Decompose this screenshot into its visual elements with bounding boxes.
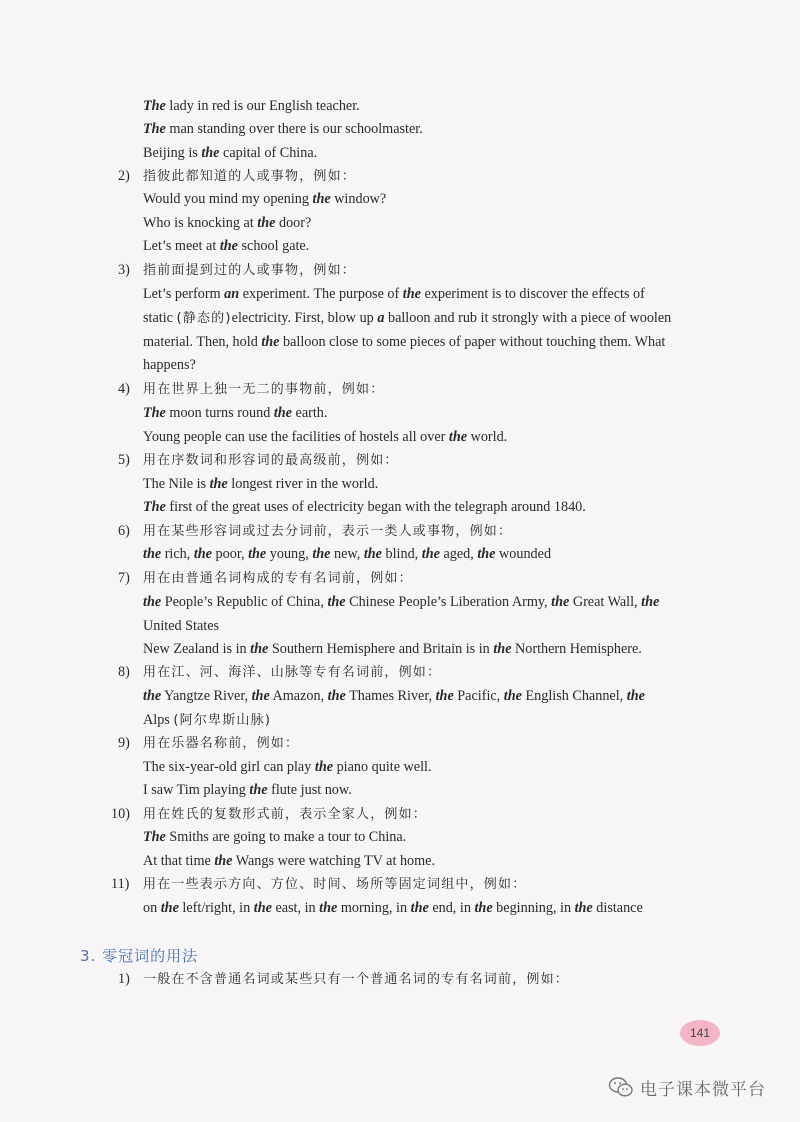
text-line xyxy=(143,875,526,894)
item-number: 1) xyxy=(118,971,130,987)
item-number: 10) xyxy=(111,806,130,822)
text-run: Northern Hemisphere. xyxy=(511,641,642,657)
text-line xyxy=(143,428,507,446)
article: the xyxy=(219,238,238,254)
text-line xyxy=(143,404,327,422)
article: The xyxy=(143,98,166,114)
article: the xyxy=(160,900,179,916)
text-line xyxy=(143,852,435,870)
text-line xyxy=(143,333,665,351)
text-run: man standing over there is our schoolmaster. xyxy=(165,121,423,137)
article: The xyxy=(143,121,166,137)
text-run: Southern Hemisphere and Britain is in xyxy=(268,641,494,657)
text-line xyxy=(143,285,645,303)
text-run: Would you mind my opening xyxy=(143,191,313,207)
article: the xyxy=(435,688,454,704)
article: the xyxy=(319,900,338,916)
text-run: rich, xyxy=(161,546,194,562)
article: the xyxy=(327,594,346,610)
text-run: blind, xyxy=(381,546,422,562)
article: the xyxy=(410,900,429,916)
text-run: Pacific, xyxy=(453,688,504,704)
chinese-text: 用在序数词和形容词的最高级前，例如： xyxy=(143,453,399,468)
text-run: material. Then, hold xyxy=(143,334,262,350)
text-run: morning, in xyxy=(337,900,411,916)
text-run: aged, xyxy=(439,546,478,562)
text-run: electricity. First, blow up xyxy=(231,310,378,326)
item-number: 5) xyxy=(118,452,130,468)
chinese-text: 用在乐器名称前，例如： xyxy=(143,736,300,751)
text-run: left/right, in xyxy=(178,900,254,916)
text-run: Who is knocking at xyxy=(143,215,258,231)
text-line xyxy=(143,261,356,280)
item-number: 3) xyxy=(118,262,130,278)
article: the xyxy=(474,900,493,916)
article: the xyxy=(448,429,468,445)
chinese-text: 用在一些表示方向、方位、时间、场所等固定词组中，例如： xyxy=(143,877,527,892)
chinese-text: 用在世界上独一无二的事物前，例如： xyxy=(143,382,385,397)
article: the xyxy=(143,688,162,704)
text-run: experiment. The purpose of xyxy=(239,286,403,302)
text-run: distance xyxy=(592,900,643,916)
item-number: 7) xyxy=(118,570,130,586)
text-run: At that time xyxy=(143,853,215,869)
text-run: lady in red is our English teacher. xyxy=(165,98,360,114)
item-number: 6) xyxy=(118,523,130,539)
text-run: capital of China. xyxy=(219,145,318,161)
text-line xyxy=(143,970,569,989)
text-line xyxy=(143,781,352,799)
text-line xyxy=(143,309,671,328)
article: the xyxy=(201,145,220,161)
chinese-text: 一般在不含普通名词或某些只有一个普通名词的专有名词前，例如： xyxy=(143,972,570,987)
text-run: school gate. xyxy=(237,238,310,254)
text-run: Thames River, xyxy=(345,688,436,704)
text-run: Great Wall, xyxy=(569,594,642,610)
text-run: static xyxy=(143,310,177,326)
text-line xyxy=(143,144,317,162)
text-run: English Channel, xyxy=(521,688,627,704)
item-number: 4) xyxy=(118,381,130,397)
article: the xyxy=(314,759,334,775)
item-number: 8) xyxy=(118,664,130,680)
text-line xyxy=(143,758,432,776)
chinese-text: 用在某些形容词或过去分词前，表示一类人或事物，例如： xyxy=(143,524,513,539)
text-run: Chinese People’s Liberation Army, xyxy=(345,594,552,610)
text-run: moon turns round xyxy=(165,405,274,421)
text-run: The six-year-old girl can play xyxy=(143,759,315,775)
text-line xyxy=(143,640,642,658)
text-line xyxy=(143,475,378,493)
text-run: flute just now. xyxy=(267,782,352,798)
article: the xyxy=(249,782,268,798)
text-run: wounded xyxy=(495,546,552,562)
chinese-text: (阿尔卑斯山脉) xyxy=(173,713,272,728)
article: the xyxy=(214,853,233,869)
article: the xyxy=(363,546,382,562)
text-run: east, in xyxy=(271,900,320,916)
text-line xyxy=(143,451,399,470)
text-run: beginning, in xyxy=(492,900,575,916)
text-line xyxy=(143,190,386,208)
text-line xyxy=(143,805,427,824)
text-run: door? xyxy=(275,215,312,231)
article: The xyxy=(143,499,166,515)
text-run: Let’s meet at xyxy=(143,238,220,254)
wechat-icon xyxy=(608,1076,634,1098)
chinese-text: 指彼此都知道的人或事物，例如： xyxy=(143,169,357,184)
text-run: end, in xyxy=(428,900,475,916)
article: the xyxy=(312,191,331,207)
text-line xyxy=(143,593,659,611)
text-line xyxy=(143,899,643,917)
text-run: world. xyxy=(467,429,508,445)
text-run: Wangs were watching TV at home. xyxy=(232,853,436,869)
text-run: I saw Tim playing xyxy=(143,782,250,798)
text-run: Let’s perform xyxy=(143,286,225,302)
text-run: Amazon, xyxy=(269,688,328,704)
article: the xyxy=(503,688,522,704)
text-line xyxy=(143,569,413,588)
article: the xyxy=(273,405,292,421)
chinese-text: 指前面提到过的人或事物，例如： xyxy=(143,263,357,278)
article: an xyxy=(224,286,240,302)
text-run: People’s Republic of China, xyxy=(161,594,328,610)
text-run: Beijing is xyxy=(143,145,202,161)
text-line xyxy=(143,828,406,846)
article: the xyxy=(551,594,570,610)
text-run: window? xyxy=(330,191,387,207)
text-line xyxy=(143,734,299,753)
text-run: Alps xyxy=(143,712,174,728)
text-line xyxy=(143,97,360,115)
article: the xyxy=(574,900,593,916)
text-line xyxy=(143,356,196,374)
article: the xyxy=(209,476,228,492)
article: the xyxy=(312,546,331,562)
article: the xyxy=(477,546,496,562)
chinese-text: 用在由普通名词构成的专有名词前，例如： xyxy=(143,571,413,586)
text-run: young, xyxy=(266,546,313,562)
text-line xyxy=(143,522,512,541)
article: the xyxy=(261,334,280,350)
article: The xyxy=(143,829,166,845)
text-line xyxy=(143,498,586,516)
article: the xyxy=(251,688,270,704)
text-line xyxy=(143,663,441,682)
text-run: Young people can use the facilities of hostels all over xyxy=(143,429,449,445)
text-run: first of the great uses of electricity began with the telegraph around 1840. xyxy=(165,499,586,515)
text-line xyxy=(143,120,423,138)
text-line xyxy=(143,167,356,186)
article: the xyxy=(402,286,421,302)
text-run: balloon close to some pieces of paper without touching them. What xyxy=(279,334,666,350)
text-line xyxy=(143,545,551,563)
watermark xyxy=(608,1075,766,1099)
text-line xyxy=(143,617,219,635)
text-run: new, xyxy=(330,546,364,562)
chinese-text: 用在江、河、海洋、山脉等专有名词前，例如： xyxy=(143,665,442,680)
chinese-text: (静态的) xyxy=(176,311,232,326)
article: the xyxy=(193,546,212,562)
text-line xyxy=(143,687,645,705)
article: the xyxy=(250,641,269,657)
item-number: 9) xyxy=(118,735,130,751)
item-number: 11) xyxy=(111,876,130,892)
article: the xyxy=(421,546,440,562)
watermark-text: 电子课本微平台 xyxy=(640,1079,766,1100)
text-line xyxy=(143,214,311,232)
article: the xyxy=(493,641,512,657)
article: the xyxy=(253,900,272,916)
text-run: New Zealand is in xyxy=(143,641,251,657)
text-run: balloon and rub it strongly with a piece of woolen xyxy=(384,310,672,326)
text-run: earth. xyxy=(291,405,328,421)
item-number: 2) xyxy=(118,168,130,184)
text-run: piano quite well. xyxy=(333,759,432,775)
article: the xyxy=(257,215,276,231)
article: a xyxy=(377,310,385,326)
section-heading: 3. 零冠词的用法 xyxy=(80,947,199,965)
text-run: longest river in the world. xyxy=(227,476,379,492)
text-run: Yangtze River, xyxy=(161,688,252,704)
article: the xyxy=(327,688,346,704)
text-line xyxy=(143,711,271,730)
text-line xyxy=(143,237,309,255)
text-run: experiment is to discover the effects of xyxy=(420,286,645,302)
chinese-text: 用在姓氏的复数形式前，表示全家人，例如： xyxy=(143,807,428,822)
text-run: Smiths are going to make a tour to China. xyxy=(165,829,407,845)
article: the xyxy=(143,546,162,562)
article: the xyxy=(248,546,267,562)
text-run: happens? xyxy=(143,357,196,373)
text-run: poor, xyxy=(211,546,249,562)
article: The xyxy=(143,405,166,421)
text-line xyxy=(143,380,384,399)
text-run: The Nile is xyxy=(143,476,210,492)
article: the xyxy=(626,688,645,704)
page-number: 141 xyxy=(680,1020,720,1046)
article: the xyxy=(143,594,162,610)
text-run: United States xyxy=(143,618,220,634)
text-run: on xyxy=(143,900,161,916)
article: the xyxy=(641,594,660,610)
